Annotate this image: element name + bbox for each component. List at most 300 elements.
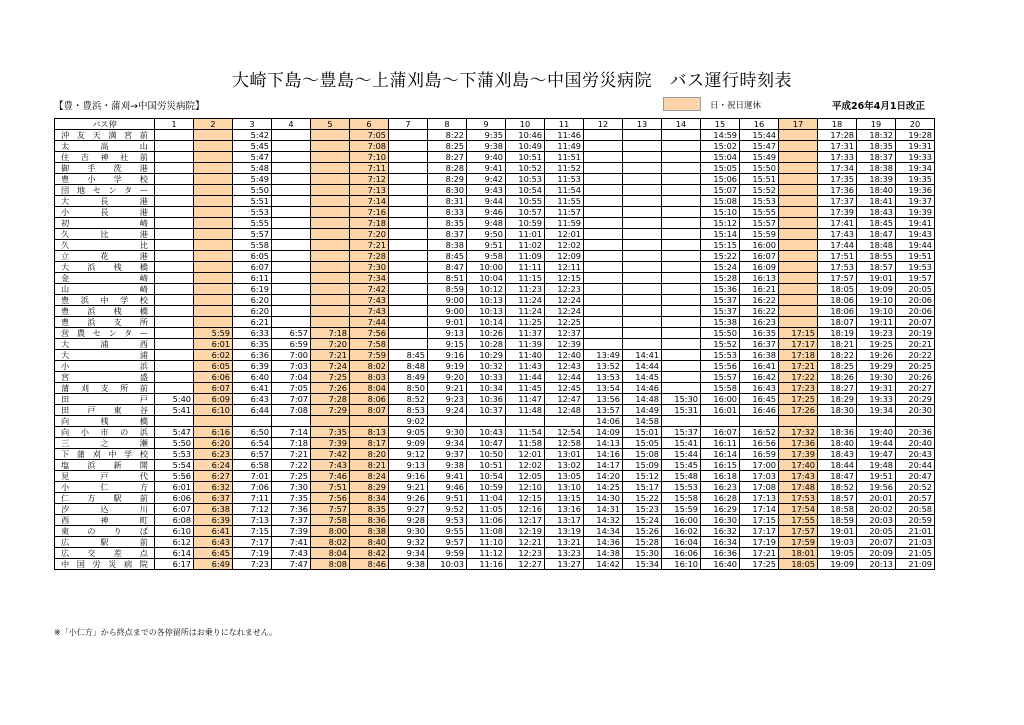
time-cell: 15:26 [623,526,662,537]
time-cell: 18:06 [818,295,857,306]
time-cell: 7:37 [272,515,311,526]
time-cell [389,306,428,317]
time-cell [194,163,233,174]
time-cell: 6:07 [194,383,233,394]
time-cell: 12:09 [545,251,584,262]
time-cell [584,207,623,218]
time-cell: 17:22 [779,372,818,383]
time-cell: 17:43 [779,471,818,482]
time-cell: 12:27 [506,559,545,570]
time-cell [662,339,701,350]
time-cell: 16:35 [740,328,779,339]
time-cell: 9:09 [389,438,428,449]
table-row [55,460,935,471]
time-cell: 15:01 [623,427,662,438]
trip-header: 10 [506,119,545,130]
time-cell [155,152,194,163]
time-cell: 10:33 [467,372,506,383]
time-cell: 7:23 [233,559,272,570]
time-cell: 11:02 [506,240,545,251]
time-cell: 9:01 [428,317,467,328]
time-cell: 7:16 [350,207,389,218]
time-cell: 19:35 [896,174,935,185]
time-cell [389,196,428,207]
time-cell: 6:20 [233,306,272,317]
time-cell: 15:23 [623,504,662,515]
time-cell: 19:56 [857,482,896,493]
time-cell: 19:03 [818,537,857,548]
time-cell: 8:24 [350,471,389,482]
time-cell: 5:54 [155,460,194,471]
trip-header: 8 [428,119,467,130]
time-cell: 8:22 [428,130,467,141]
time-cell: 13:15 [545,493,584,504]
time-cell: 15:49 [740,152,779,163]
trip-header: 17 [779,119,818,130]
time-cell [389,295,428,306]
time-cell [194,141,233,152]
time-cell [623,262,662,273]
stop-name: 豊小学校 [55,174,155,185]
time-cell: 17:23 [779,383,818,394]
time-cell: 6:37 [194,493,233,504]
trip-header: 3 [233,119,272,130]
time-cell [272,251,311,262]
trip-header: 15 [701,119,740,130]
time-cell: 17:57 [779,526,818,537]
time-cell: 8:06 [350,394,389,405]
stop-name: 豊浜支所 [55,317,155,328]
time-cell: 5:56 [155,471,194,482]
stop-name: 大浦 [55,350,155,361]
time-cell [623,174,662,185]
time-cell [311,174,350,185]
time-cell: 15:06 [701,174,740,185]
time-cell: 16:29 [701,504,740,515]
time-cell [272,306,311,317]
time-cell: 20:36 [896,427,935,438]
time-cell: 7:19 [233,548,272,559]
time-cell: 9:41 [467,163,506,174]
time-cell: 19:44 [857,438,896,449]
time-cell: 8:02 [350,361,389,372]
time-cell: 6:57 [233,449,272,460]
time-cell: 20:06 [896,295,935,306]
time-cell [623,229,662,240]
time-cell [272,240,311,251]
time-cell [467,416,506,427]
time-cell: 14:16 [584,449,623,460]
time-cell [584,251,623,262]
time-cell: 17:43 [818,229,857,240]
table-row [55,163,935,174]
time-cell: 7:39 [311,438,350,449]
time-cell [272,317,311,328]
time-cell: 19:01 [857,273,896,284]
time-cell: 10:00 [467,262,506,273]
time-cell: 12:37 [545,328,584,339]
trip-header: 12 [584,119,623,130]
time-cell: 15:07 [701,185,740,196]
time-cell: 16:34 [701,537,740,548]
legend-text: 日・祝日運休 [710,101,762,111]
time-cell: 6:39 [233,361,272,372]
time-cell [389,141,428,152]
time-cell: 20:30 [896,405,935,416]
time-cell [155,185,194,196]
time-cell: 18:45 [857,218,896,229]
time-cell [662,218,701,229]
time-cell: 14:38 [584,548,623,559]
time-cell: 8:03 [350,372,389,383]
time-cell: 8:31 [428,196,467,207]
time-cell: 10:46 [506,130,545,141]
time-cell: 19:34 [857,405,896,416]
time-cell [662,361,701,372]
time-cell: 10:13 [467,306,506,317]
time-cell: 13:01 [545,449,584,460]
time-cell: 14:49 [623,405,662,416]
time-cell: 20:40 [896,438,935,449]
table-row [55,405,935,416]
time-cell [584,196,623,207]
table-row [55,416,935,427]
time-cell [194,416,233,427]
time-cell: 10:53 [506,174,545,185]
time-cell [623,207,662,218]
time-cell [311,141,350,152]
time-cell [311,284,350,295]
time-cell: 15:24 [623,515,662,526]
time-cell: 15:24 [701,262,740,273]
table-row [55,317,935,328]
time-cell [623,328,662,339]
time-cell: 9:32 [389,537,428,548]
time-cell [584,295,623,306]
time-cell: 17:41 [818,218,857,229]
time-cell: 15:45 [662,460,701,471]
time-cell: 6:58 [233,460,272,471]
time-cell [194,152,233,163]
time-cell: 10:49 [506,141,545,152]
time-cell: 17:17 [740,526,779,537]
time-cell [584,152,623,163]
time-cell: 15:22 [623,493,662,504]
time-cell [389,262,428,273]
time-cell: 11:24 [506,295,545,306]
time-cell: 19:29 [857,361,896,372]
time-cell: 15:28 [701,273,740,284]
time-cell: 6:38 [194,504,233,515]
time-cell: 16:56 [740,438,779,449]
time-cell: 16:43 [740,383,779,394]
time-cell: 8:59 [428,284,467,295]
time-cell: 7:12 [350,174,389,185]
time-cell: 19:44 [896,240,935,251]
table-row [55,295,935,306]
time-cell [779,240,818,251]
time-cell: 17:44 [818,240,857,251]
time-cell: 19:31 [896,141,935,152]
time-cell: 14:32 [584,515,623,526]
time-cell: 5:51 [233,196,272,207]
time-cell [662,251,701,262]
time-cell [779,262,818,273]
time-cell: 6:43 [233,394,272,405]
table-row [55,504,935,515]
time-cell [623,339,662,350]
time-cell: 6:39 [194,515,233,526]
time-cell: 10:26 [467,328,506,339]
time-cell: 18:48 [857,240,896,251]
time-cell: 19:10 [857,295,896,306]
time-cell: 17:25 [779,394,818,405]
time-cell: 7:08 [272,405,311,416]
time-cell: 7:46 [311,471,350,482]
time-cell: 8:38 [428,240,467,251]
time-cell: 19:40 [857,427,896,438]
time-cell: 17:13 [740,493,779,504]
time-cell: 7:13 [350,185,389,196]
time-cell [584,240,623,251]
time-cell: 17:53 [818,262,857,273]
time-cell: 16:13 [740,273,779,284]
time-cell: 7:26 [311,383,350,394]
time-cell: 9:46 [428,482,467,493]
trip-header: 11 [545,119,584,130]
time-cell [584,218,623,229]
time-cell: 10:04 [467,273,506,284]
time-cell: 16:32 [701,526,740,537]
time-cell [857,416,896,427]
time-cell: 12:44 [545,372,584,383]
time-cell: 8:45 [389,350,428,361]
time-cell [662,174,701,185]
time-cell [194,262,233,273]
time-cell: 17:35 [818,174,857,185]
time-cell: 19:47 [857,449,896,460]
time-cell: 16:22 [740,306,779,317]
time-cell: 13:27 [545,559,584,570]
time-cell: 9:00 [428,306,467,317]
time-cell: 19:57 [896,273,935,284]
time-cell [311,273,350,284]
time-cell [701,416,740,427]
time-cell [272,130,311,141]
time-cell: 9:40 [467,152,506,163]
legend-color-swatch [663,97,701,111]
time-cell: 17:21 [740,548,779,559]
time-cell [779,416,818,427]
time-cell [623,152,662,163]
time-cell: 15:34 [623,559,662,570]
table-row [55,218,935,229]
time-cell: 10:29 [467,350,506,361]
time-cell: 7:35 [272,493,311,504]
time-cell: 10:47 [467,438,506,449]
trip-header: 19 [857,119,896,130]
time-cell: 14:17 [584,460,623,471]
table-row [55,372,935,383]
time-cell: 14:36 [584,537,623,548]
time-cell: 17:36 [779,438,818,449]
time-cell: 13:52 [584,361,623,372]
time-cell: 10:59 [506,218,545,229]
time-cell [584,317,623,328]
time-cell: 17:59 [779,537,818,548]
time-cell: 6:41 [194,526,233,537]
time-cell: 7:04 [272,372,311,383]
time-cell: 20:26 [896,372,935,383]
time-cell: 7:18 [272,438,311,449]
time-cell: 16:23 [740,317,779,328]
time-cell: 15:30 [623,548,662,559]
time-cell: 7:24 [311,361,350,372]
time-cell [623,284,662,295]
time-cell: 18:39 [857,174,896,185]
time-cell: 12:17 [506,515,545,526]
time-cell: 9:38 [467,141,506,152]
time-cell: 9:16 [389,471,428,482]
time-cell: 20:47 [896,471,935,482]
time-cell: 19:05 [818,548,857,559]
time-cell: 15:44 [740,130,779,141]
trip-header: 9 [467,119,506,130]
time-cell: 10:54 [467,471,506,482]
time-cell [584,163,623,174]
trip-header: 4 [272,119,311,130]
time-cell [272,295,311,306]
table-row [55,152,935,163]
time-cell: 7:34 [350,273,389,284]
time-cell: 14:09 [584,427,623,438]
time-cell: 5:53 [233,207,272,218]
time-cell: 15:05 [623,438,662,449]
time-cell: 11:46 [545,130,584,141]
time-cell: 7:21 [272,449,311,460]
time-cell [389,328,428,339]
trip-header: 6 [350,119,389,130]
table-row [55,339,935,350]
time-cell: 10:37 [467,405,506,416]
time-cell [272,262,311,273]
time-cell: 12:21 [506,537,545,548]
time-cell: 7:30 [272,482,311,493]
time-cell [662,163,701,174]
time-cell [389,130,428,141]
stop-name: 太高山 [55,141,155,152]
time-cell [272,174,311,185]
time-cell: 9:53 [428,515,467,526]
time-cell: 14:41 [623,350,662,361]
time-cell: 14:46 [623,383,662,394]
time-cell: 15:12 [623,471,662,482]
time-cell: 19:41 [896,218,935,229]
time-cell [779,273,818,284]
time-cell: 18:44 [818,460,857,471]
time-cell: 6:35 [233,339,272,350]
time-cell: 10:54 [506,185,545,196]
time-cell: 17:55 [779,515,818,526]
time-cell: 13:21 [545,537,584,548]
time-cell [584,262,623,273]
time-cell: 9:34 [428,438,467,449]
time-cell: 13:19 [545,526,584,537]
time-cell: 13:23 [545,548,584,559]
trip-header: 16 [740,119,779,130]
time-cell: 6:20 [194,438,233,449]
time-cell: 9:58 [467,251,506,262]
time-cell: 19:09 [818,559,857,570]
time-cell: 20:43 [896,449,935,460]
time-cell: 16:28 [701,493,740,504]
time-cell: 11:08 [467,526,506,537]
time-cell [389,284,428,295]
time-cell: 15:47 [740,141,779,152]
time-cell: 15:08 [701,196,740,207]
time-cell [389,273,428,284]
time-cell: 17:54 [779,504,818,515]
trip-header: 1 [155,119,194,130]
time-cell: 16:37 [740,339,779,350]
time-cell: 7:58 [311,515,350,526]
time-cell [194,185,233,196]
trip-header: 7 [389,119,428,130]
time-cell: 15:53 [701,350,740,361]
time-cell: 8:21 [350,460,389,471]
time-cell: 18:22 [818,350,857,361]
time-cell [662,185,701,196]
time-cell [623,295,662,306]
time-cell: 10:28 [467,339,506,350]
time-cell: 10:34 [467,383,506,394]
time-cell: 18:52 [818,482,857,493]
time-cell: 6:21 [233,317,272,328]
time-cell: 15:02 [701,141,740,152]
time-cell: 7:05 [350,130,389,141]
time-cell: 9:42 [467,174,506,185]
time-cell [272,416,311,427]
time-cell [155,229,194,240]
time-cell: 7:21 [350,240,389,251]
time-cell [779,218,818,229]
time-cell [584,229,623,240]
time-cell [311,295,350,306]
time-cell: 18:37 [857,152,896,163]
time-cell: 17:48 [779,482,818,493]
time-cell [311,207,350,218]
time-cell: 16:10 [662,559,701,570]
time-cell [389,251,428,262]
time-cell [623,251,662,262]
table-row [55,240,935,251]
time-cell: 6:59 [272,339,311,350]
time-cell: 8:49 [389,372,428,383]
time-cell [155,218,194,229]
time-cell: 7:30 [350,262,389,273]
time-cell: 7:11 [350,163,389,174]
time-cell: 7:35 [311,427,350,438]
time-cell: 9:34 [389,548,428,559]
time-cell: 9:05 [389,427,428,438]
time-cell [662,350,701,361]
time-cell: 11:45 [506,383,545,394]
time-cell [662,196,701,207]
time-cell: 11:01 [506,229,545,240]
time-cell: 6:43 [194,537,233,548]
time-cell: 12:02 [545,240,584,251]
time-cell: 14:31 [584,504,623,515]
